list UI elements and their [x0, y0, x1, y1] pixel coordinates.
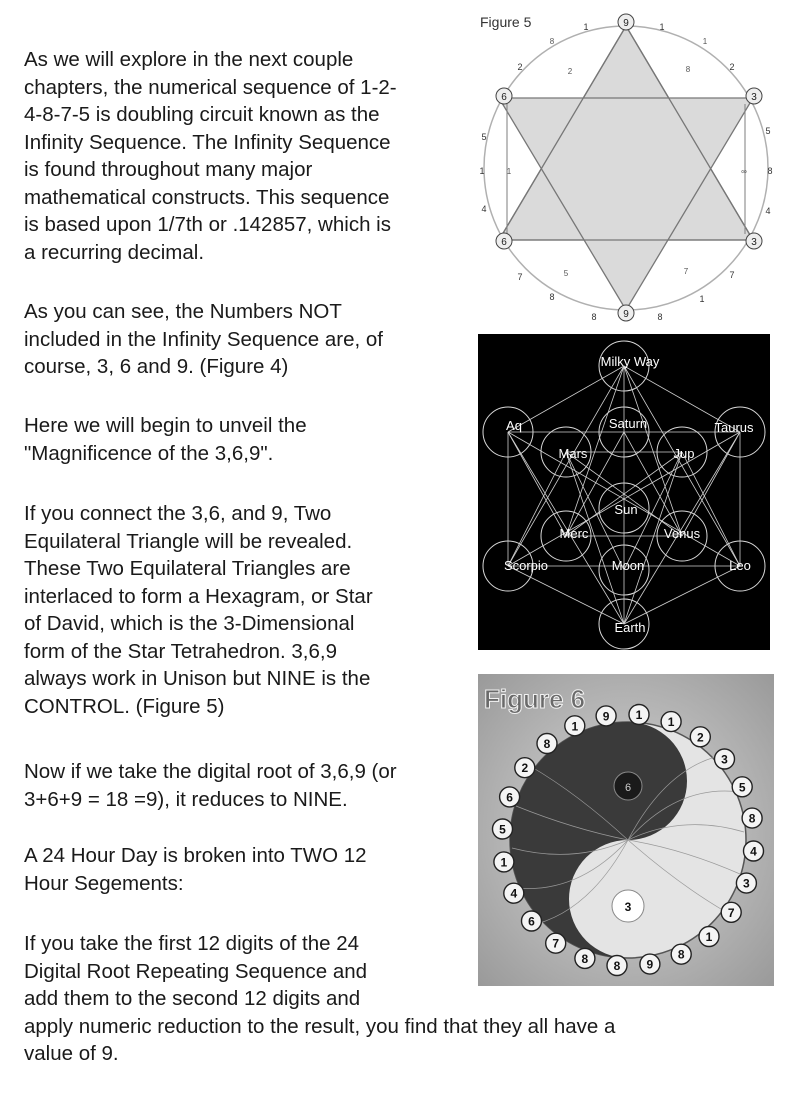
ring-number-badge: [493, 819, 513, 839]
svg-text:8: 8: [767, 166, 773, 176]
paragraph-two-triangles: [24, 500, 373, 720]
svg-text:2: 2: [517, 62, 523, 72]
ring-number-badge: [575, 948, 595, 968]
svg-text:7: 7: [552, 936, 560, 951]
svg-text:2: 2: [567, 67, 573, 76]
text-line: As you can see, the Numbers NOT: [24, 300, 342, 323]
svg-text:3: 3: [751, 237, 757, 248]
text-line: add them to the second 12 digits and: [24, 987, 361, 1010]
svg-text:8: 8: [591, 312, 597, 322]
vertex-node-upper-left: [496, 88, 512, 104]
vertex-node-top: [618, 14, 634, 30]
svg-text:∞: ∞: [741, 167, 747, 176]
svg-text:5: 5: [563, 269, 569, 278]
text-line: Infinity Sequence. The Infinity Sequence: [24, 130, 391, 154]
svg-text:1: 1: [506, 167, 512, 176]
svg-text:5: 5: [481, 132, 487, 142]
svg-text:7: 7: [727, 905, 735, 920]
ring-number-badge: [515, 758, 535, 778]
label-mars: Mars: [558, 446, 588, 461]
label-leo: Leo: [729, 558, 751, 573]
ring-number-badge: [546, 933, 566, 953]
svg-text:8: 8: [657, 312, 663, 322]
ring-number-badge: [661, 712, 681, 732]
ring-number-badge: [500, 787, 520, 807]
label-moon: Moon: [611, 558, 645, 573]
svg-text:1: 1: [479, 166, 485, 176]
label-taurus: Taurus: [714, 420, 754, 435]
figure-5-title: Figure 5: [480, 14, 532, 30]
ring-number-badge: [699, 927, 719, 947]
paragraph-magnificence: [24, 412, 307, 467]
svg-text:5: 5: [738, 780, 746, 795]
text-line: apply numeric reduction to the result, you find that they all have a: [24, 1014, 616, 1038]
svg-text:1: 1: [659, 22, 665, 32]
text-line: mathematical constructs. This sequence: [24, 185, 390, 209]
label-jupiter: Jup: [673, 446, 695, 461]
text-line: is found throughout many major: [24, 158, 313, 181]
ring-number-badge: [565, 716, 585, 736]
svg-text:2: 2: [521, 761, 529, 776]
svg-text:5: 5: [765, 126, 771, 136]
svg-text:6: 6: [501, 237, 507, 248]
label-sun: Sun: [614, 502, 638, 517]
ring-number-badge: [721, 902, 741, 922]
svg-text:2: 2: [729, 62, 735, 72]
svg-text:1: 1: [699, 294, 705, 304]
label-scorpio: Scorpio: [503, 558, 549, 573]
ring-number-badge: [596, 706, 616, 726]
svg-text:8: 8: [549, 292, 555, 302]
text-line: chapters, the numerical sequence of 1-2-: [24, 75, 397, 99]
svg-text:8: 8: [549, 37, 555, 46]
text-line: A 24 Hour Day is broken into TWO 12: [24, 844, 367, 867]
paragraph-numbers-not-included: [24, 298, 383, 381]
svg-text:8: 8: [543, 737, 551, 751]
ring-number-badge: [690, 727, 710, 747]
svg-text:9: 9: [646, 957, 654, 972]
svg-text:6: 6: [501, 92, 507, 103]
ring-number-badge: [742, 808, 762, 828]
svg-text:8: 8: [613, 959, 621, 973]
text-line: 4-8-7-5 is doubling circuit known as the: [24, 103, 380, 126]
text-line: These Two Equilateral Triangles are: [24, 557, 351, 580]
label-earth: Earth: [614, 620, 646, 635]
text-line: If you connect the 3,6, and 9, Two: [24, 502, 332, 525]
paragraph-24-hour-day: [24, 842, 367, 897]
ring-number-badge: [522, 911, 542, 931]
svg-text:9: 9: [623, 18, 629, 29]
figure-6-title: Figure 6: [484, 684, 586, 714]
ring-number-badge: [744, 841, 764, 861]
svg-text:4: 4: [510, 886, 518, 901]
svg-text:3: 3: [721, 752, 728, 767]
svg-text:4: 4: [750, 844, 757, 859]
text-line: As we will explore in the next couple: [24, 48, 354, 71]
light-dot-number: 3: [624, 900, 632, 914]
svg-text:1: 1: [583, 22, 589, 32]
figure-6-yin-yang-diagram: [478, 674, 774, 986]
ring-number-badge: [494, 852, 514, 872]
label-saturn: Saturn: [608, 416, 648, 431]
svg-text:6: 6: [528, 914, 535, 929]
text-line: Now if we take the digital root of 3,6,9 (or: [24, 760, 397, 783]
paragraph-digital-root: [24, 758, 397, 813]
svg-text:8: 8: [677, 947, 685, 962]
vertex-node-upper-right: [746, 88, 762, 104]
ring-number-badge: [504, 883, 524, 903]
svg-text:7: 7: [729, 270, 735, 280]
svg-text:9: 9: [602, 709, 610, 724]
ring-number-badge: [732, 777, 752, 797]
svg-text:1: 1: [500, 855, 508, 870]
text-line: always work in Unison but NINE is the: [24, 667, 371, 690]
text-line: Here we will begin to unveil the: [24, 414, 307, 437]
svg-text:1: 1: [705, 930, 713, 944]
text-line: Hour Segements:: [24, 871, 184, 895]
vertex-node-lower-right: [746, 233, 762, 249]
metatron-cube-diagram: [478, 334, 770, 650]
text-line: Equilateral Triangle will be revealed.: [24, 529, 353, 553]
figure-5-hexagram-diagram: [476, 8, 774, 324]
label-mercury: Merc: [559, 526, 589, 541]
svg-text:5: 5: [499, 822, 506, 837]
text-line: is based upon 1/7th or .142857, which is: [24, 213, 391, 236]
svg-text:3: 3: [751, 92, 757, 103]
svg-text:7: 7: [683, 267, 689, 276]
paragraph-infinity-sequence: [24, 46, 397, 266]
ring-number-badge: [607, 956, 627, 976]
svg-text:1: 1: [571, 719, 579, 734]
svg-text:3: 3: [743, 876, 750, 891]
ring-number-badge: [629, 705, 649, 725]
text-line: If you take the first 12 digits of the 24: [24, 932, 360, 955]
text-line: value of 9.: [24, 1042, 119, 1065]
svg-text:1: 1: [635, 708, 643, 722]
text-line: CONTROL. (Figure 5): [24, 694, 225, 718]
svg-text:1: 1: [702, 37, 708, 46]
ring-number-badge: [715, 749, 735, 769]
svg-text:8: 8: [581, 951, 589, 966]
svg-text:8: 8: [748, 811, 756, 826]
svg-text:8: 8: [685, 65, 691, 74]
text-line: form of the Star Tetrahedron. 3,6,9: [24, 639, 337, 663]
text-line: Digital Root Repeating Sequence and: [24, 959, 368, 983]
svg-text:1: 1: [667, 715, 675, 730]
svg-text:4: 4: [481, 204, 487, 214]
label-milky-way: Milky Way: [600, 354, 660, 369]
ring-number-badge: [640, 954, 660, 974]
vertex-node-bottom: [618, 305, 634, 321]
text-line: included in the Infinity Sequence are, of: [24, 327, 383, 351]
label-aquarius: Aq: [506, 418, 522, 433]
label-venus: Venus: [663, 526, 701, 541]
text-line: course, 3, 6 and 9. (Figure 4): [24, 355, 289, 378]
text-line: a recurring decimal.: [24, 240, 205, 264]
ring-number-badge: [537, 734, 557, 754]
ring-number-badge: [671, 944, 691, 964]
dark-dot-number: 6: [624, 782, 632, 794]
svg-text:4: 4: [765, 206, 771, 216]
text-line: "Magnificence of the 3,6,9".: [24, 441, 274, 465]
ring-number-badge: [736, 873, 756, 893]
vertex-node-lower-left: [496, 233, 512, 249]
svg-text:7: 7: [517, 272, 523, 282]
svg-text:9: 9: [623, 309, 629, 320]
text-line: of David, which is the 3-Dimensional: [24, 612, 355, 635]
svg-text:2: 2: [696, 730, 704, 745]
text-line: interlaced to form a Hexagram, or Star: [24, 584, 373, 608]
svg-text:6: 6: [506, 790, 513, 805]
text-line: 3+6+9 = 18 =9), it reduces to NINE.: [24, 787, 348, 811]
